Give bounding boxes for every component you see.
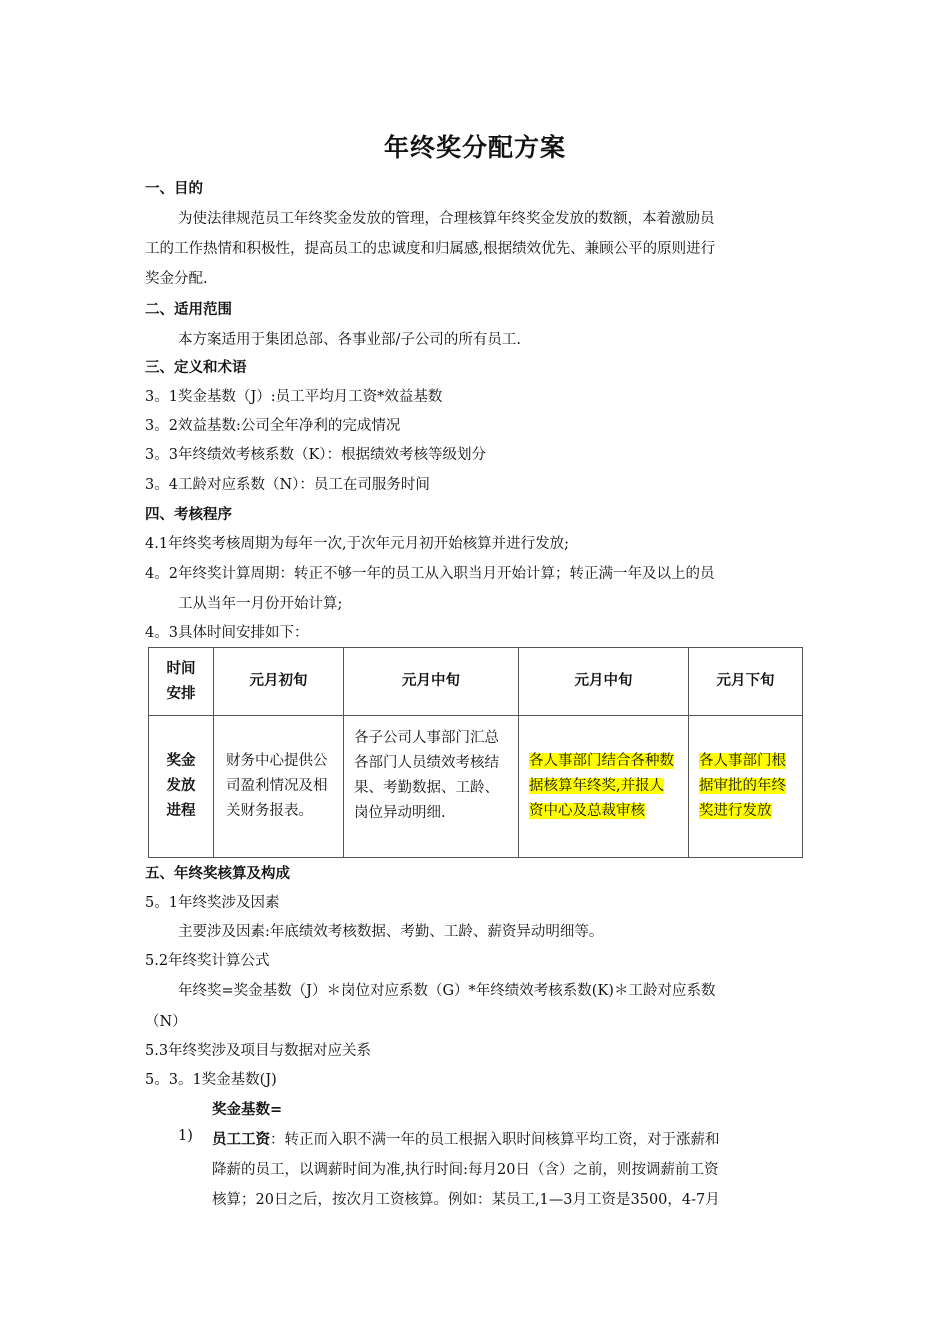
subsection-heading: 5.3年终奖涉及项目与数据对应关系 [145,1043,372,1059]
section-4-heading: 四、考核程序 [145,507,232,523]
formula-label: 奖金基数= [212,1102,283,1118]
section-1-para-line: 工的工作热情和积极性，提高员工的忠诚度和归属感,根据绩效优先、兼顾公平的原则进行 [145,241,716,257]
list-item-text: ：转正而入职不满一年的员工根据入职时间核算平均工资，对于涨薪和 [270,1132,720,1148]
subsection-heading: 5.2年终奖计算公式 [145,953,270,969]
section-2-para: 本方案适用于集团总部、各事业部/子公司的所有员工. [178,332,521,348]
highlighted-text: 各人事部门结合各种数据核算年终奖,并报人资中心及总裁审核 [529,753,674,819]
table-header-row [149,648,803,716]
procedure-item: 4。2年终奖计算周期：转正不够一年的员工从入职当月开始计算；转正满一年及以上的员 [145,566,715,582]
table-header-cell: 时间安排 [149,648,214,716]
procedure-item-continued: 工从当年一月份开始计算; [178,596,343,612]
procedure-item: 4.1年终奖考核周期为每年一次,于次年元月初开始核算并进行发放; [145,536,570,552]
subsection-heading: 5。1年终奖涉及因素 [145,895,280,911]
list-item-line: 核算；20日之后，按次月工资核算。例如：某员工,1—3月工资是3500，4-7月 [212,1192,720,1208]
list-item-bold: 员工工资 [212,1132,270,1148]
table-cell: 财务中心提供公司盈利情况及相关财务报表。 [214,716,344,858]
table-cell-highlighted [519,716,689,858]
definition-item: 3。1奖金基数（J）:员工平均月工资*效益基数 [145,389,443,405]
section-1-para-line: 奖金分配. [145,271,208,287]
subsection-para: 主要涉及因素:年底绩效考核数据、考勤、工龄、薪资异动明细等。 [178,924,604,940]
subsection-heading: 5。3。1奖金基数(J) [145,1072,277,1088]
section-1-heading: 一、目的 [145,181,203,197]
formula-line-continued: （N） [145,1014,187,1030]
definition-item: 3。4工龄对应系数（N）：员工在司服务时间 [145,477,430,493]
table-cell-highlighted [689,716,803,858]
section-5-heading: 五、年终奖核算及构成 [145,866,290,882]
table-header-cell: 元月下旬 [689,648,803,716]
section-2-heading: 二、适用范围 [145,302,232,318]
list-item-line [212,1128,720,1149]
table-header-cell: 元月初旬 [214,648,344,716]
schedule-table [148,647,803,858]
procedure-item: 4。3具体时间安排如下： [145,625,309,641]
highlighted-text: 各人事部门根据审批的年终奖进行发放 [699,753,786,819]
table-header-cell: 元月中旬 [519,648,689,716]
section-3-heading: 三、定义和术语 [145,360,247,376]
table-row-label: 奖金发放进程 [149,716,214,858]
table-cell: 各子公司人事部门汇总各部门人员绩效考核结果、考勤数据、工龄、岗位异动明细. [344,716,519,858]
formula-line: 年终奖=奖金基数（J）＊岗位对应系数（G）*年终绩效考核系数(K)＊工龄对应系数 [178,983,716,999]
table-row [149,716,803,858]
table-header-cell: 元月中旬 [344,648,519,716]
document-title: 年终奖分配方案 [383,133,566,162]
section-1-para-line: 为使法律规范员工年终奖金发放的管理，合理核算年终奖金发放的数额，本着激励员 [178,211,715,227]
definition-item: 3。2效益基数:公司全年净利的完成情况 [145,418,401,434]
list-number: 1) [178,1128,193,1144]
definition-item: 3。3年终绩效考核系数（K）：根据绩效考核等级划分 [145,447,487,463]
list-item-line: 降薪的员工，以调薪时间为准,执行时间:每月20日（含）之前，则按调薪前工资 [212,1162,719,1178]
